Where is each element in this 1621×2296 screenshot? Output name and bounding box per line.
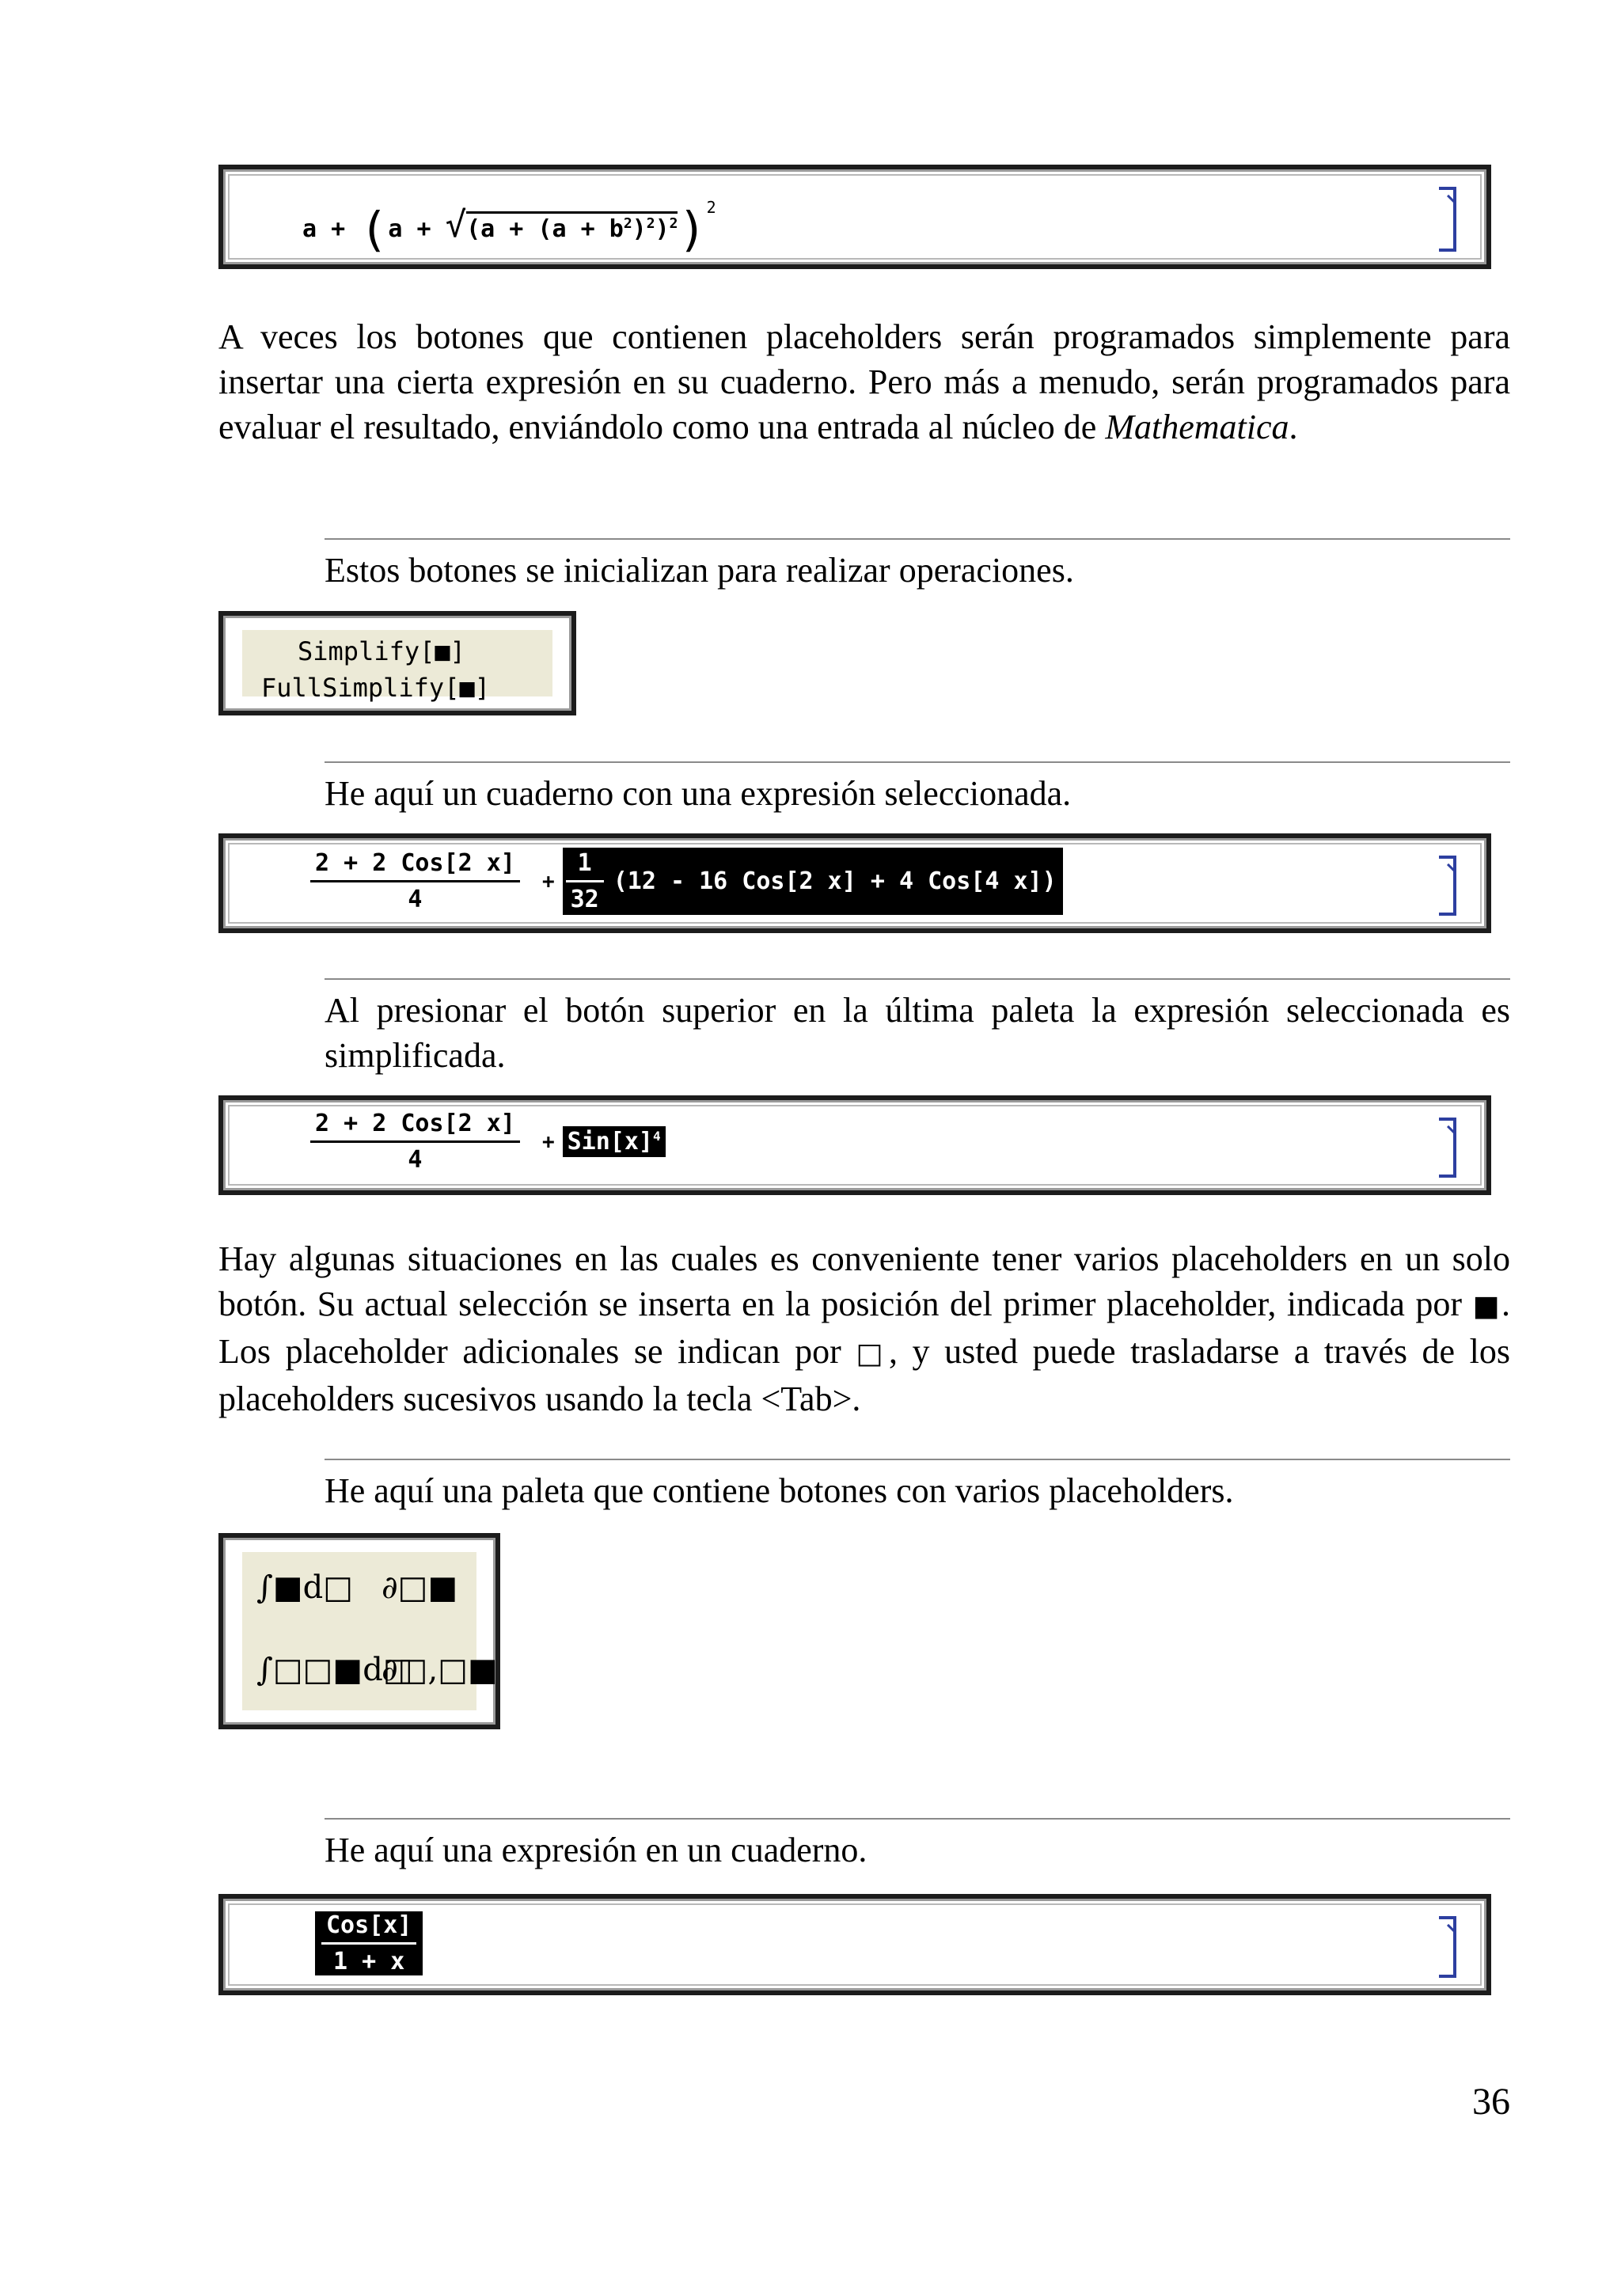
palette-body — [242, 630, 552, 703]
note-buttons-init: Estos botones se inicializan para realizar operaciones. — [325, 538, 1510, 593]
palette-body — [242, 1552, 498, 1710]
paragraph-multiple-placeholders: Hay algunas situaciones en las cuales es conveniente tener varios placeholders en un solo botón. Su actual selección se inserta en la posición del primer placeholder, indicada por ■. Los placeholder adicionales se indican por □, y usted puede trasladarse a través de los placeholders sucesivos usando la tecla <Tab>. — [218, 1239, 1511, 1418]
note-expression-notebook: He aquí una expresión en un cuaderno. — [325, 1818, 1510, 1873]
notebook-cell-last[interactable] — [218, 1894, 1491, 1995]
note-selected-expression: He aquí un cuaderno con una expresión seleccionada. — [325, 761, 1510, 816]
notebook-cell-simplified[interactable] — [218, 1095, 1491, 1195]
cell-bracket[interactable] — [1439, 1916, 1456, 1978]
notebook-cell-expression[interactable] — [218, 165, 1491, 269]
fraction-left: $\frac{\text{2 + 2 Cos[2 x]}}{4}$ — [310, 849, 520, 913]
note-simplified: Al presionar el botón superior en la última paleta la expresión seleccionada es simplificada. — [325, 978, 1510, 1078]
cell-bracket[interactable] — [1439, 1118, 1456, 1178]
palette-integrals — [218, 1533, 500, 1729]
cell-bracket[interactable] — [1439, 187, 1456, 252]
cell-bracket[interactable] — [1439, 856, 1456, 916]
fraction-left: $\frac{\text{2 + 2 Cos[2 x]}}{4}$ — [310, 1110, 520, 1174]
integral-button[interactable]: ∫■d□ — [256, 1569, 354, 1606]
expression-nested-radical: $a + (a + √(a + (a + b^2)^2)^2)^2$ — [302, 198, 716, 258]
palette-simplify — [218, 611, 576, 715]
derivative-button[interactable]: ∂□■ — [382, 1569, 458, 1606]
selected-expression[interactable]: $\frac{1}{32}$ (12 - 16 Cos[2 x] + 4 Cos[4 x]) — [563, 848, 1063, 915]
partial-derivative-button[interactable]: ∂□,□■ — [382, 1652, 498, 1688]
note-palette-multiple: He aquí una paleta que contiene botones con varios placeholders. — [325, 1459, 1510, 1513]
notebook-cell-selected[interactable] — [218, 833, 1491, 933]
expression-simplified: $\frac{\text{2 + 2 Cos[2 x]}}{4}$ + $Sin[x]^4$ — [310, 1110, 666, 1174]
page-number: 36 — [1472, 2081, 1510, 2123]
selected-fraction[interactable]: $\frac{\text{Cos[x]}}{1 + x}$ — [315, 1911, 423, 1975]
fullsimplify-button[interactable]: FullSimplify[■] — [261, 673, 490, 703]
simplify-button[interactable]: Simplify[■] — [298, 636, 465, 666]
expression-with-selection: $\frac{\text{2 + 2 Cos[2 x]}}{4}$ + $\frac{1}{32}$ (12 - 16 Cos[2 x] + 4 Cos[4 x]) — [310, 848, 1063, 915]
selected-result[interactable]: $Sin[x]^4$ — [563, 1126, 666, 1157]
paragraph-placeholders-intro: A veces los botones que contienen placeholders serán programados simplemente para insertar una cierta expresión en su cuaderno. Pero más a menudo, serán programados para evaluar el resultado, enviándolo como una entrada al núcleo de Mathematica. — [218, 317, 1510, 446]
definite-integral-button[interactable]: ∫□□■d□ — [256, 1652, 413, 1688]
